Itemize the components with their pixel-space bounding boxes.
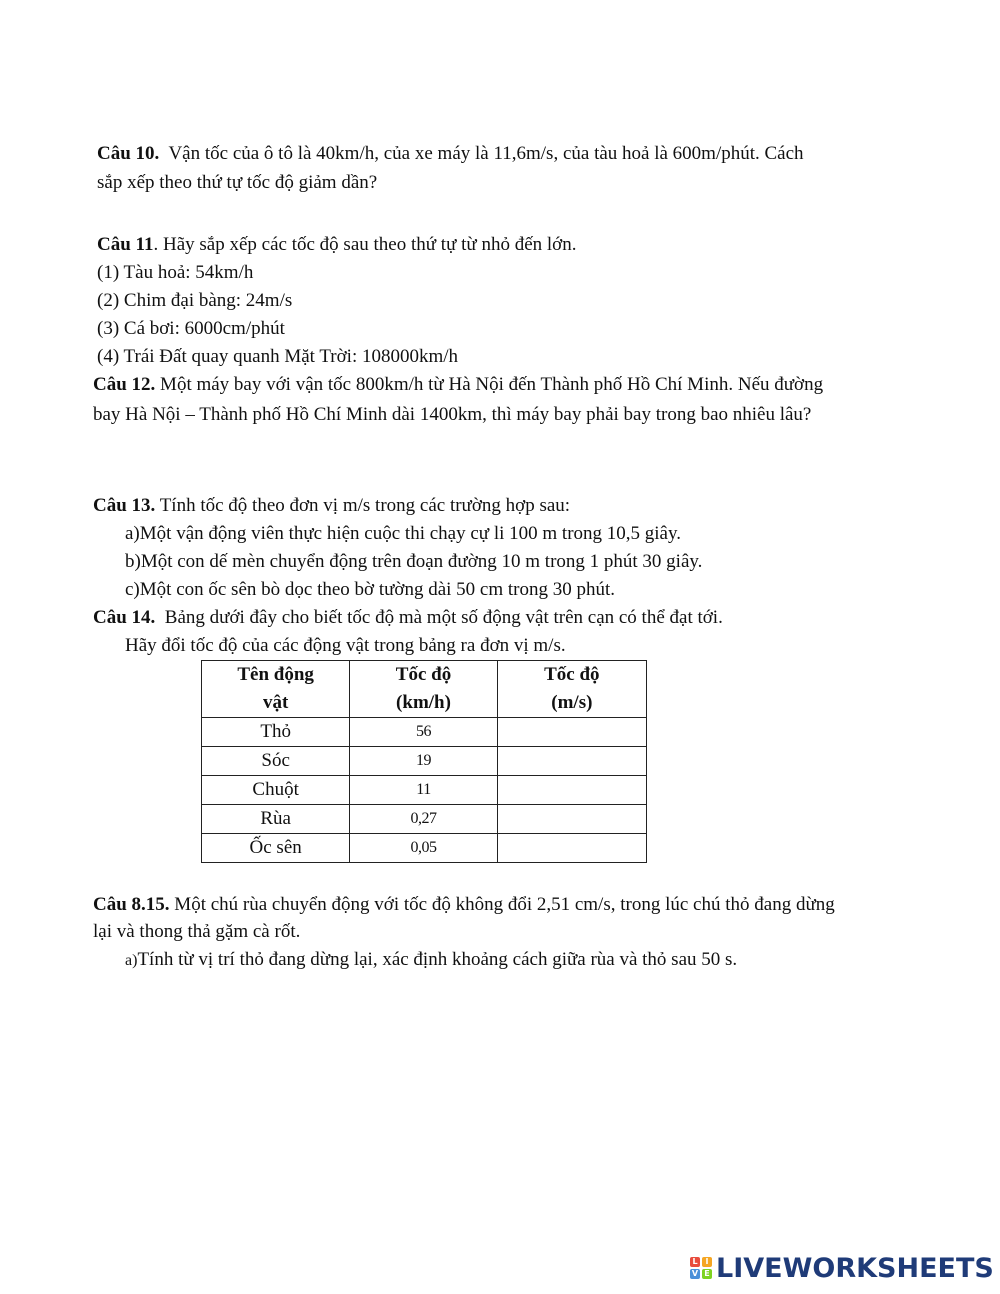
q12-line1: Câu 12. Một máy bay với vận tốc 800km/h từ Hà Nội đến Thành phố Hồ Chí Minh. Nếu đường [93,374,824,395]
q13-item-c: c)Một con ốc sên bò dọc theo bờ tường dài 50 cm trong 30 phút. [125,579,616,600]
table-row [202,747,647,776]
logo-mark-tile: V [691,1269,699,1278]
q13-line1: Câu 13. Tính tốc độ theo đơn vị m/s trong các trường hợp sau: [93,495,571,516]
q815-item-a: a)Tính từ vị trí thỏ đang dừng lại, xác định khoảng cách giữa rùa và thỏ sau 50 s. [125,949,738,970]
cell-kmh: 11 [350,776,497,805]
q10-line1: Câu 10. Vận tốc của ô tô là 40km/h, của xe máy là 11,6m/s, của tàu hoả là 600m/phút. Cách [97,143,804,164]
q13-item-a: a)Một vận động viên thực hiện cuộc thi chạy cự li 100 m trong 10,5 giây. [125,523,681,544]
cell-animal: Rùa [202,805,350,834]
logo-mark-tile: I [702,1257,712,1267]
answer-input-cell[interactable] [497,718,646,747]
speed-table [201,660,647,863]
q10-line2: sắp xếp theo thứ tự tốc độ giảm dần? [97,172,378,193]
q11-item: (1) Tàu hoả: 54km/h [97,262,254,283]
cell-kmh: 0,05 [350,834,497,863]
q815-line1: Câu 8.15. Một chú rùa chuyển động với tốc độ không đổi 2,51 cm/s, trong lúc chú thỏ đang dừng [93,894,835,915]
q13-item-b: b)Một con dế mèn chuyển động trên đoạn đường 10 m trong 1 phút 30 giây. [125,551,703,572]
cell-animal: Sóc [202,747,350,776]
cell-kmh: 56 [350,718,497,747]
cell-animal: Ốc sên [202,834,350,863]
table-row [202,776,647,805]
cell-kmh: 19 [350,747,497,776]
cell-kmh: 0,27 [350,805,497,834]
q12-line2: bay Hà Nội – Thành phố Hồ Chí Minh dài 1400km, thì máy bay phải bay trong bao nhiêu lâu? [93,404,812,425]
table-row [202,805,647,834]
q10-label: Câu 10. [97,143,160,164]
table-row [202,834,647,863]
header-ms: Tốc độ (m/s) [497,661,646,718]
q11-line1: Câu 11. Hãy sắp xếp các tốc độ sau theo thứ tự từ nhỏ đến lớn. [97,234,577,255]
answer-input-cell[interactable] [497,834,646,863]
logo-text: LIVEWORKSHEETS [716,1252,994,1284]
table-header-row [202,661,647,718]
table-row [202,718,647,747]
liveworksheets-logo [690,1250,994,1286]
logo-mark-tile: L [690,1257,700,1267]
q11-item: (3) Cá bơi: 6000cm/phút [97,318,285,339]
q11-label: Câu 11 [97,234,154,255]
q11-item: (2) Chim đại bàng: 24m/s [97,290,293,311]
answer-input-cell[interactable] [497,776,646,805]
q14-line1: Câu 14. Bảng dưới đây cho biết tốc độ mà một số động vật trên cạn có thể đạt tới. [93,607,723,628]
cell-animal: Chuột [202,776,350,805]
q14-line2: Hãy đổi tốc độ của các động vật trong bảng ra đơn vị m/s. [125,635,566,656]
q11-item: (4) Trái Đất quay quanh Mặt Trời: 108000km/h [97,346,459,367]
header-kmh: Tốc độ (km/h) [350,661,497,718]
logo-mark-icon [690,1257,712,1279]
answer-input-cell[interactable] [497,805,646,834]
q14-label: Câu 14. [93,607,156,628]
cell-animal: Thỏ [202,718,350,747]
q12-label: Câu 12. [93,374,156,395]
q815-line2: lại và thong thả gặm cà rốt. [93,921,301,942]
header-animal: Tên động vật [202,661,350,718]
answer-input-cell[interactable] [497,747,646,776]
q815-label: Câu 8.15. [93,894,170,915]
logo-mark-tile: E [702,1269,712,1279]
q13-label: Câu 13. [93,495,156,516]
